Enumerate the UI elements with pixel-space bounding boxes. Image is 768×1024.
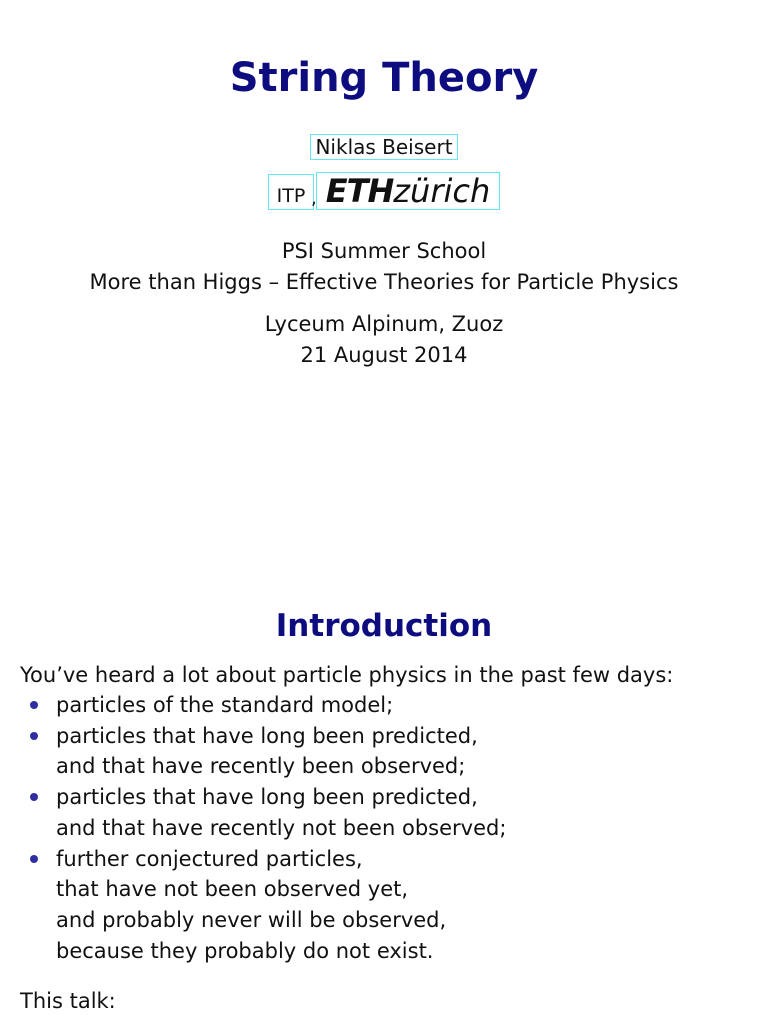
itp-link[interactable]: ITP xyxy=(268,174,314,210)
bullet-item xyxy=(30,844,506,967)
bullet-icon xyxy=(30,701,38,709)
bullet-line: further conjectured particles, xyxy=(56,846,363,871)
eth-zurich-logo xyxy=(326,173,490,209)
author-link[interactable]: Niklas Beisert xyxy=(310,134,458,160)
bullet-line: and that have recently not been observed; xyxy=(56,815,507,840)
affiliation-separator: , xyxy=(311,188,317,209)
bullet-item xyxy=(30,721,506,782)
bullet-item xyxy=(30,690,506,721)
bullet-line: because they probably do not exist. xyxy=(56,938,434,963)
bullet-icon xyxy=(30,855,38,863)
slide-title: String Theory xyxy=(229,55,539,101)
event-name: PSI Summer School xyxy=(281,239,487,263)
bullet-item xyxy=(30,782,506,843)
eth-logo-zurich: zürich xyxy=(393,172,491,210)
eth-zurich-logo-link[interactable] xyxy=(316,172,500,210)
intro-text: You’ve heard a lot about particle physics in the past few days: xyxy=(20,663,674,687)
bullet-line: particles that have long been predicted, xyxy=(56,785,478,810)
event-location: Lyceum Alpinum, Zuoz xyxy=(264,312,504,336)
bullet-icon xyxy=(30,732,38,740)
bullet-line: and that have recently been observed; xyxy=(56,754,466,779)
bullet-line: and probably never will be observed, xyxy=(56,907,447,932)
event-date: 21 August 2014 xyxy=(300,343,468,367)
bullet-line: particles of the standard model; xyxy=(56,693,394,717)
bullet-list xyxy=(30,690,506,966)
event-subtitle: More than Higgs – Effective Theories for Particle Physics xyxy=(89,270,679,294)
eth-logo-eth: ETH xyxy=(325,172,394,210)
bullet-line: particles that have long been predicted, xyxy=(56,723,478,748)
bullet-icon xyxy=(30,793,38,801)
this-talk-label: This talk: xyxy=(20,989,116,1013)
bullet-line: that have not been observed yet, xyxy=(56,877,409,902)
section-title: Introduction xyxy=(275,608,493,644)
